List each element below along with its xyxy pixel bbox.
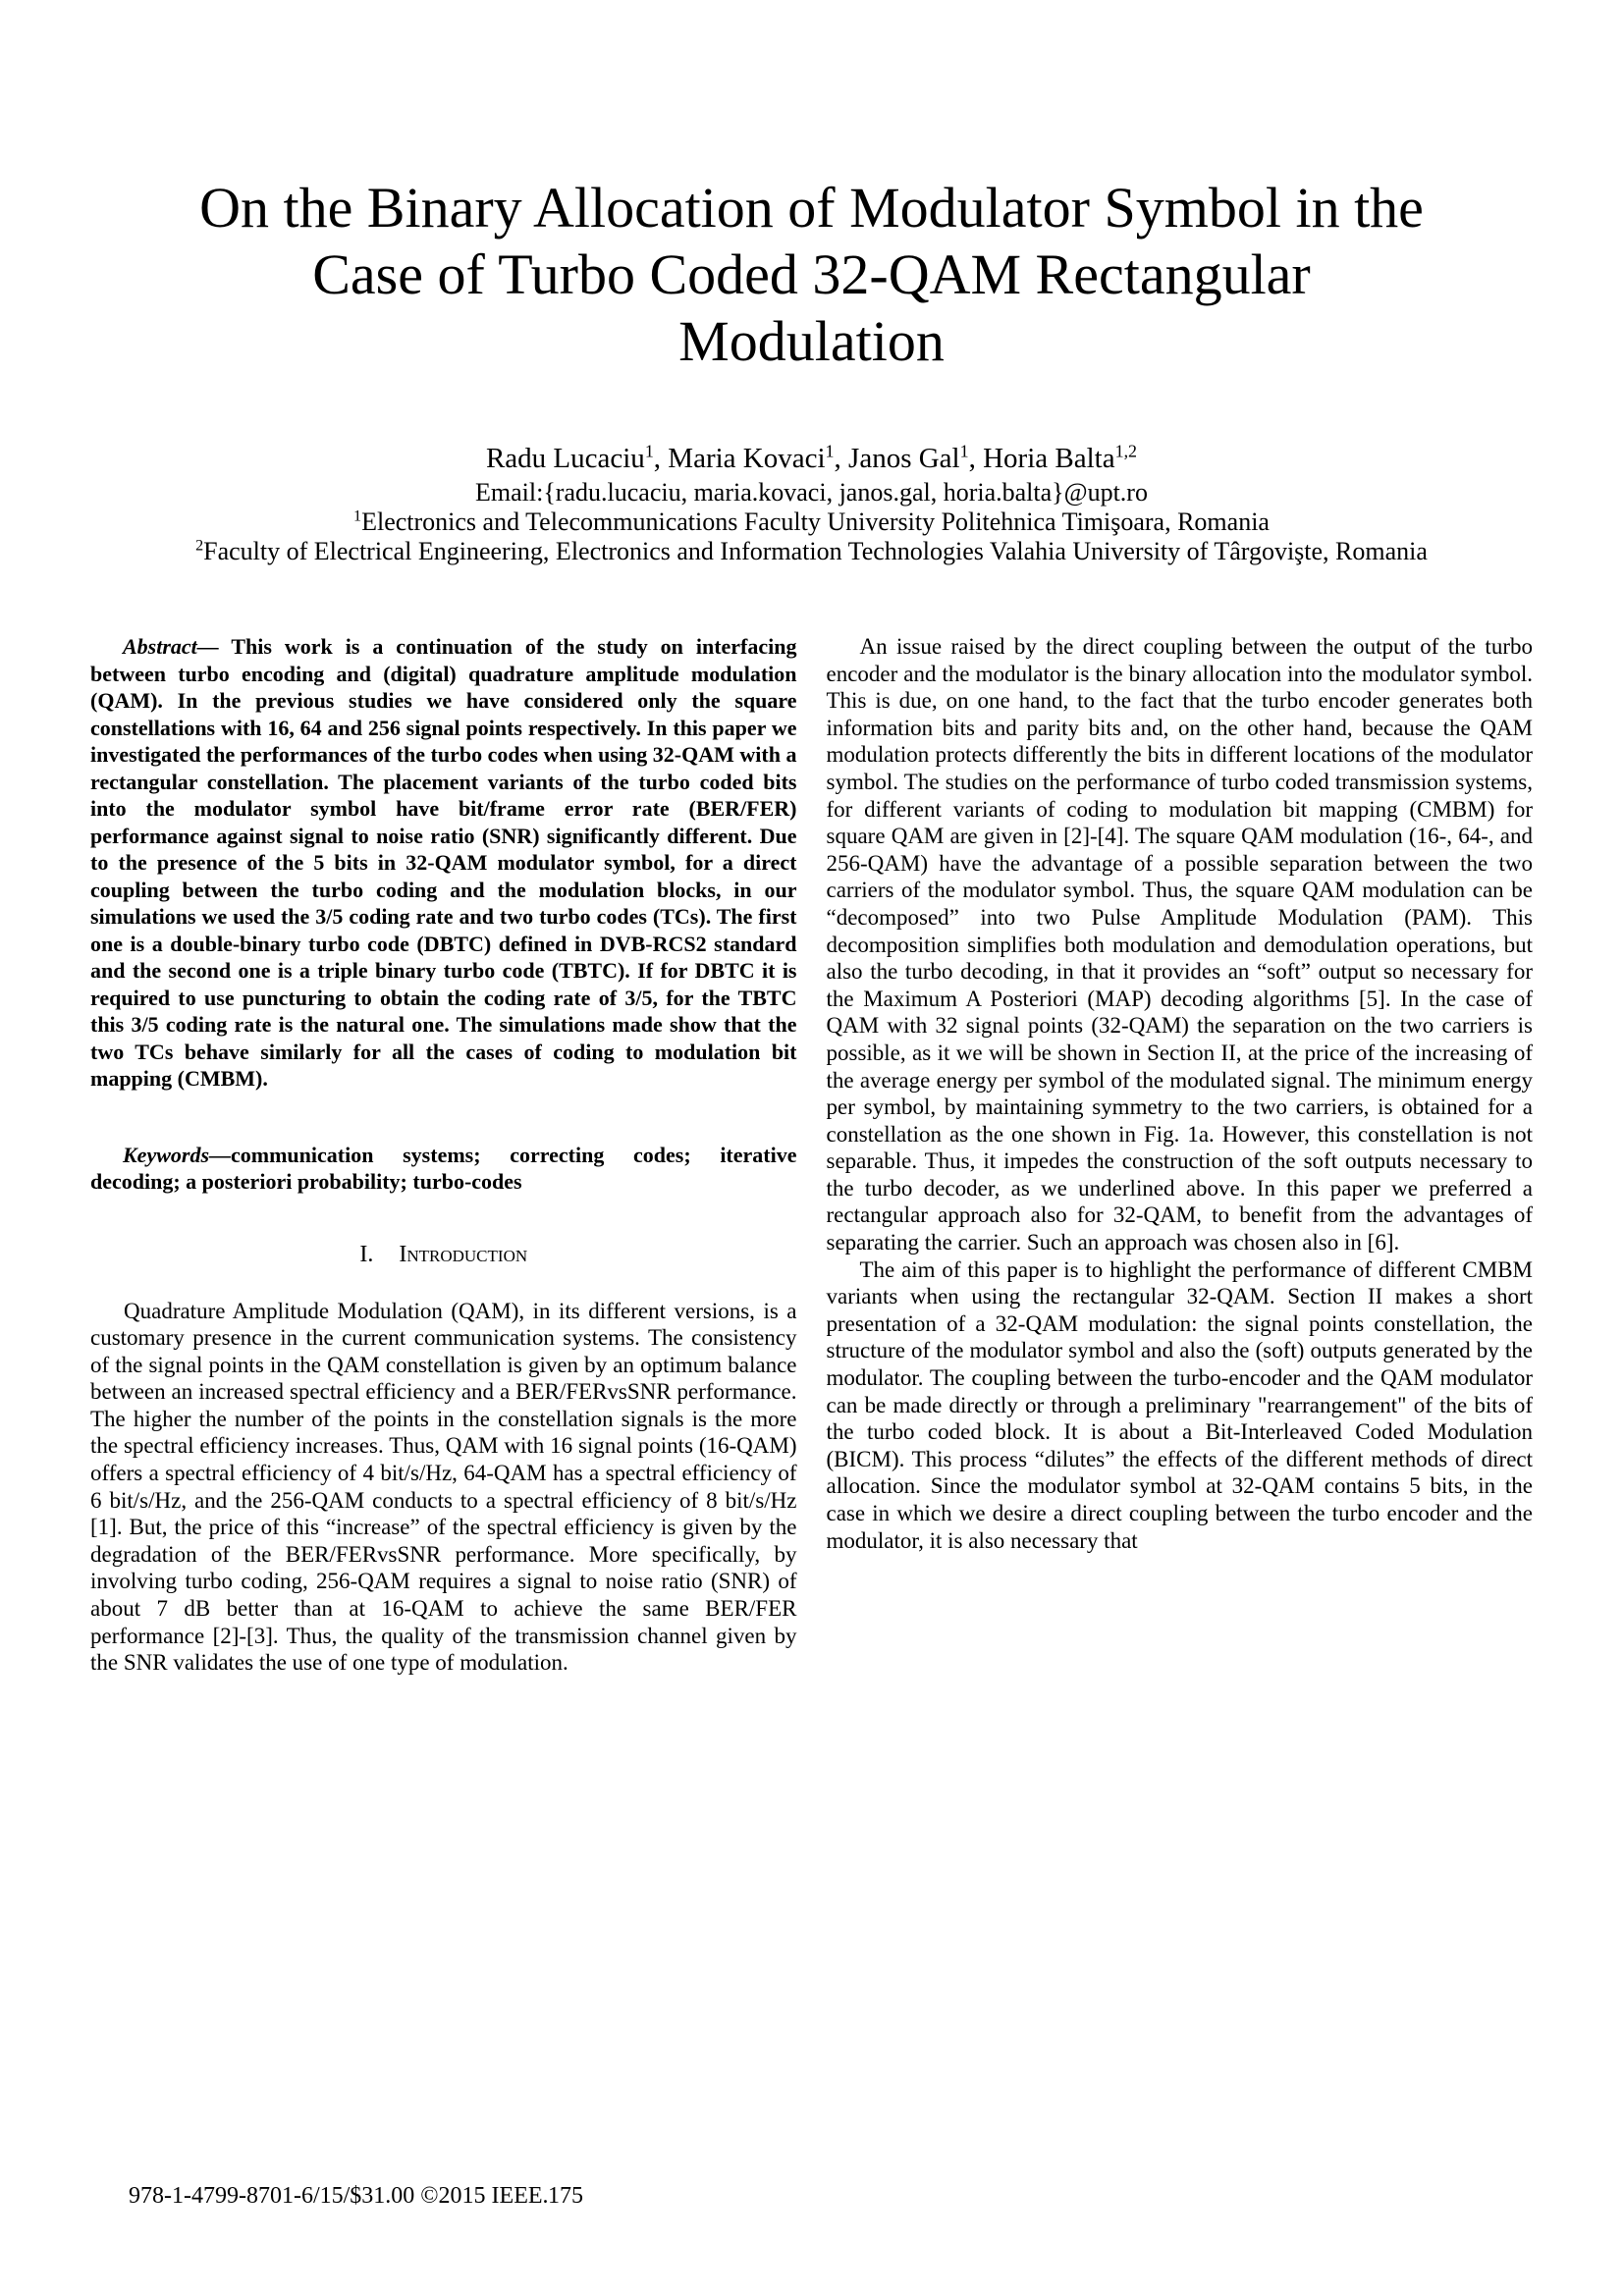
author-name: Janos Gal$^1$ [848, 441, 969, 474]
introduction-paragraph: Quadrature Amplitude Modulation (QAM), in its different versions, is a customary presence in the current communication systems. The consistency of the signal points in the QAM constellation is given by an optimum balance between an increased spectral efficiency and a BER/FERvsSNR performance. The higher the number of the points in the constellation signals is the more the spectral efficiency increases. Thus, QAM with 16 signal points (16-QAM) offers a spectral efficiency of 4 bit/s/Hz, 64-QAM has a spectral efficiency of 6 bit/s/Hz, and the 256-QAM conducts to a spectral efficiency of 8 bit/s/Hz [1]. But, the price of this “increase” of the spectral efficiency is given by the degradation of the BER/FERvsSNR performance. More specifically, by involving turbo coding, 256-QAM requires a signal to noise ratio (SNR) of about 7 dB better than at 16-QAM to achieve the same BER/FER performance [2]-[3]. Thus, the quality of the transmission channel given by the SNR validates the use of one type of modulation. [90, 1298, 797, 1676]
abstract-label: Abstract— [123, 634, 219, 659]
keywords-label: Keywords— [123, 1142, 231, 1167]
author-affiliation-marker: 1 [825, 441, 835, 461]
footer-copyright: 978-1-4799-8701-6/15/$31.00 ©2015 IEEE. [129, 2183, 549, 2209]
section-heading-introduction [90, 1241, 797, 1268]
right-column [827, 633, 1534, 1554]
paper-title-line: Modulation [678, 309, 945, 373]
paper-title [0, 175, 1623, 375]
author-line: Radu Lucaciu$^1$, Maria Kovaci$^1$, Janos Gal$^1$, Horia Balta$^{1,2}$ [485, 441, 1138, 474]
keywords-text: communication systems; correcting codes; iterative decoding; a posteriori probability; turbo-codes [90, 1142, 797, 1194]
affiliation-2-text: Faculty of Electrical Engineering, Electronics and Information Technologies Valahia University of Târgovişte, Romania [203, 537, 1428, 565]
abstract-text: This work is a continuation of the study on interfacing between turbo encoding and (digital) quadrature amplitude modulation (QAM). In the previous studies we have considered only the square constellations with 16, 64 and 256 signal points respectively. In this paper we investigated the performances of the turbo codes when using 32-QAM with a rectangular constellation. The placement variants of the turbo coded bits into the modulator symbol have bit/frame error rate (BER/FER) performance against signal to noise ratio (SNR) significantly different. Due to the presence of the 5 bits in 32-QAM modulator symbol, for a direct coupling between the turbo coding and the modulation blocks, in our simulations we used the 3/5 coding rate and two turbo codes (TCs). The first one is a double-binary turbo code (DBTC) defined in DVB-RCS2 standard and the second one is a triple binary turbo code (TBTC). If for DBTC it is required to use puncturing to obtain the coding rate of 3/5, for the TBTC this 3/5 coding rate is the natural one. The simulations made show that the two TCs behave similarly for all the cases of coding to modulation bit mapping (CMBM). [90, 634, 797, 1091]
affiliation-2-marker: 2 [195, 537, 204, 555]
affiliation-1-marker: 1 [353, 507, 362, 525]
author-affiliation-marker: 1 [959, 441, 969, 461]
section-number: I. [359, 1241, 374, 1267]
author-affiliation-marker: 1,2 [1114, 441, 1138, 461]
author-name: Radu Lucaciu$^1$ [485, 441, 654, 474]
footer-page-number: 175 [548, 2183, 583, 2209]
affiliation-1 [0, 507, 1623, 537]
author-affiliation-marker: 1 [644, 441, 654, 461]
paper-title-line: On the Binary Allocation of Modulator Symbol in the [199, 176, 1424, 240]
affiliation-1-text: Electronics and Telecommunications Faculty University Politehnica Timişoara, Romania [361, 507, 1270, 536]
two-column-body [0, 633, 1623, 1677]
abstract-paragraph [90, 633, 797, 1093]
byline-block [0, 440, 1623, 566]
left-column [90, 633, 797, 1677]
author-name: Maria Kovaci$^1$ [668, 441, 835, 474]
affiliation-2 [0, 537, 1623, 566]
section-title: Introduction [399, 1241, 528, 1267]
keywords-paragraph [90, 1142, 797, 1196]
email-line: Email:{radu.lucaciu, maria.kovaci, janos.gal, horia.balta}@upt.ro [475, 478, 1148, 507]
right-column-paragraph-1: An issue raised by the direct coupling between the output of the turbo encoder and the modulator is the binary allocation into the modulator symbol. This is due, on one hand, to the fact that the turbo encoder generates both information bits and parity bits and, on the other hand, because the QAM modulation protects differently the bits in different locations of the modulator symbol. The studies on the performance of turbo coded transmission systems, for different variants of coding to modulation bit mapping (CMBM) for square QAM are given in [2]-[4]. The square QAM modulation (16-, 64-, and 256-QAM) have the advantage of a possible separation between the two carriers of the modulator symbol. Thus, the square QAM modulation can be “decomposed” into two Pulse Amplitude Modulation (PAM). This decomposition simplifies both modulation and demodulation operations, but also the turbo decoding, in that it provides an “soft” output so necessary for the Maximum A Posteriori (MAP) decoding algorithms [5]. In the case of QAM with 32 signal points (32-QAM) the separation on the two carriers is possible, as it we will be shown in Section II, at the price of the increasing of the average energy per symbol of the modulated signal. The minimum energy per symbol, by maintaining symmetry to the two carriers, is obtained for a constellation as the one shown in Fig. 1a. However, this constellation is not separable. Thus, it impedes the construction of the soft outputs necessary to the turbo decoder, as we underlined above. In this paper we preferred a rectangular approach also for 32-QAM, to benefit from the advantages of separating the carrier. Such an approach was chosen also in [6]. [826, 634, 1533, 1255]
author-name: Horia Balta$^{1,2}$ [983, 441, 1138, 474]
right-column-paragraph-2: The aim of this paper is to highlight the performance of different CMBM variants when using the rectangular 32-QAM. Section II makes a short presentation of a 32-QAM modulation: the signal points constellation, the structure of the modulator symbol and also the (soft) outputs generated by the modulator. The coupling between the turbo-encoder and the QAM modulator can be made directly or through a preliminary "rearrangement" of the bits of the turbo coded block. It is about a Bit-Interleaved Coded Modulation (BICM). This process “dilutes” the effects of the different methods of direct allocation. Since the modulator symbol at 32-QAM contains 5 bits, in the case in which we desire a direct coupling between the turbo encoder and the modulator, it is also necessary that [826, 1256, 1533, 1553]
paper-title-line: Case of Turbo Coded 32-QAM Rectangular [312, 242, 1311, 306]
